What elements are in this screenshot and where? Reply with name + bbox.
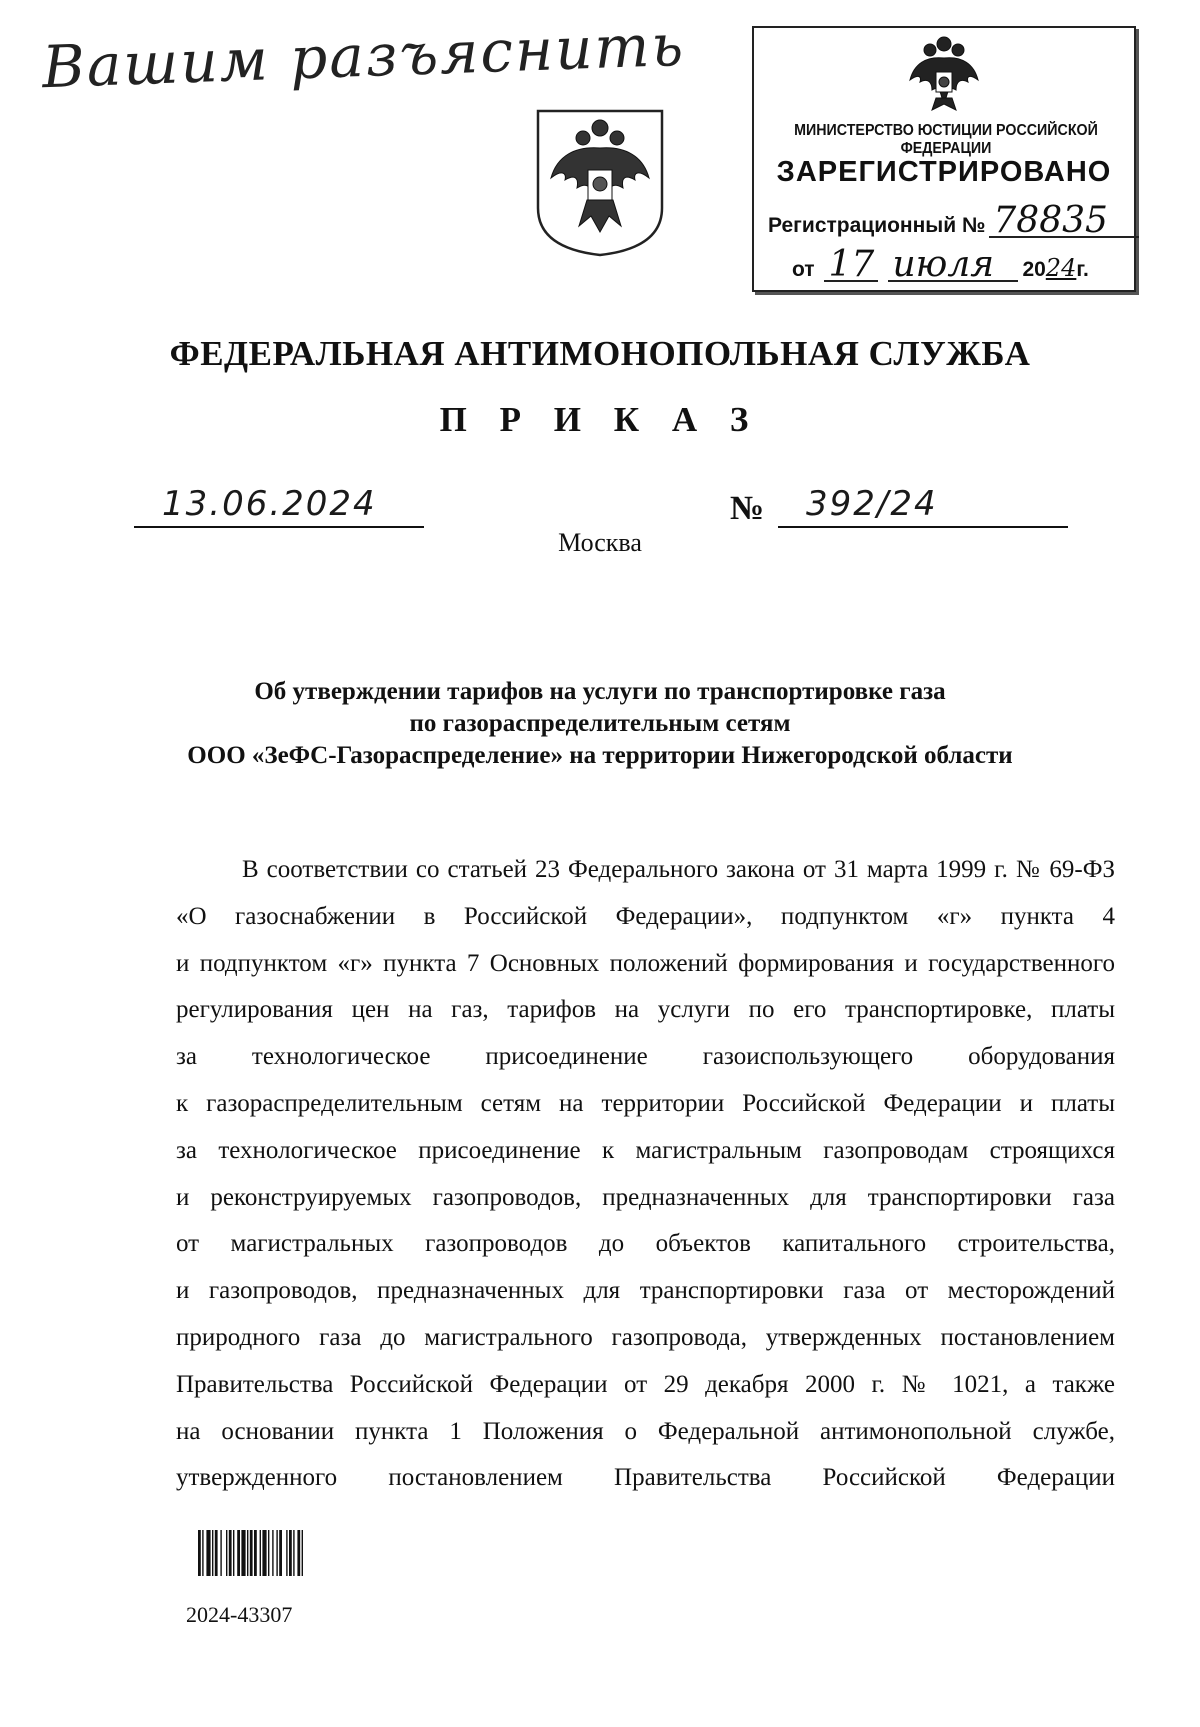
body-line: и газопроводов, предназначенных для транспортировки газа от месторождений [176, 1277, 1115, 1305]
city: Москва [558, 528, 642, 557]
body-line: и реконструируемых газопроводов, предназначенных для транспортировки газа [176, 1183, 1115, 1211]
subject-line: Об утверждении тарифов на услуги по транспортировке газа [254, 678, 946, 705]
document-body [176, 847, 1115, 1502]
coat-of-arms-emblem [535, 108, 665, 258]
stamp-emblem [902, 36, 986, 112]
number-sign: № [730, 490, 765, 527]
order-number: 392/24 [806, 484, 938, 524]
body-line: за технологическое присоединение к магистральным газопроводам строящихся [176, 1136, 1115, 1164]
stamp-date-year-prefix: 20 [1022, 258, 1046, 281]
stamp-date-prefix: от [792, 258, 815, 281]
body-line: природного газа до магистрального газопровода, утвержденных постановлением [176, 1323, 1115, 1351]
stamp-reg-label: Регистрационный № [768, 214, 986, 237]
stamp-status: ЗАРЕГИСТРИРОВАНО [776, 156, 1112, 188]
body-line: утвержденного постановлением Правительства Российской Федерации [176, 1464, 1115, 1492]
body-line: на основании пункта 1 Положения о Федеральной антимонопольной службе, [176, 1417, 1115, 1445]
body-line: «О газоснабжении в Российской Федерации», подпунктом «г» пункта 4 [176, 902, 1115, 930]
order-date: 13.06.2024 [162, 484, 377, 524]
stamp-date-day: 17 [824, 250, 878, 282]
body-line: от магистральных газопроводов до объектов капитального строительства, [176, 1230, 1115, 1258]
stamp-date-year-unit: г. [1076, 258, 1089, 281]
stamp-reg-number: 78835 [989, 206, 1139, 238]
order-title: П Р И К А З [439, 400, 761, 439]
document-subject [140, 676, 1060, 772]
order-number-line [778, 486, 1068, 528]
body-line: к газораспределительным сетям на территории Российской Федерации и платы [176, 1089, 1115, 1117]
stamp-reg-number-line [768, 200, 1128, 241]
handwritten-note: Вашим разъяснить [41, 10, 687, 102]
order-date-field [134, 486, 424, 528]
agency-name: ФЕДЕРАЛЬНАЯ АНТИМОНОПОЛЬНАЯ СЛУЖБА [169, 334, 1031, 373]
registration-stamp [752, 26, 1136, 292]
stamp-ministry: МИНИСТЕРСТВО ЮСТИЦИИ РОССИЙСКОЙ ФЕДЕРАЦИИ [794, 122, 1098, 157]
barcode-icon [196, 1530, 360, 1576]
stamp-date-line [792, 244, 1089, 285]
body-line: В соответствии со статьей 23 Федерального закона от 31 марта 1999 г. № 69-ФЗ [242, 856, 1115, 883]
body-line: регулирования цен на газ, тарифов на услуги по его транспортировке, платы [176, 996, 1115, 1024]
stamp-date-month: июля [888, 250, 1018, 282]
subject-line: ООО «ЗеФС-Газораспределение» на территории Нижегородской области [187, 742, 1013, 769]
stamp-date-year-suffix: 24 [1045, 254, 1077, 282]
body-line: Правительства Российской Федерации от 29 декабря 2000 г. № 1021, а также [176, 1370, 1115, 1398]
barcode-number: 2024-43307 [186, 1602, 293, 1627]
body-line: за технологическое присоединение газоиспользующего оборудования [176, 1043, 1115, 1071]
body-line: и подпунктом «г» пункта 7 Основных положений формирования и государственного [176, 949, 1115, 977]
subject-line: по газораспределительным сетям [409, 710, 791, 737]
